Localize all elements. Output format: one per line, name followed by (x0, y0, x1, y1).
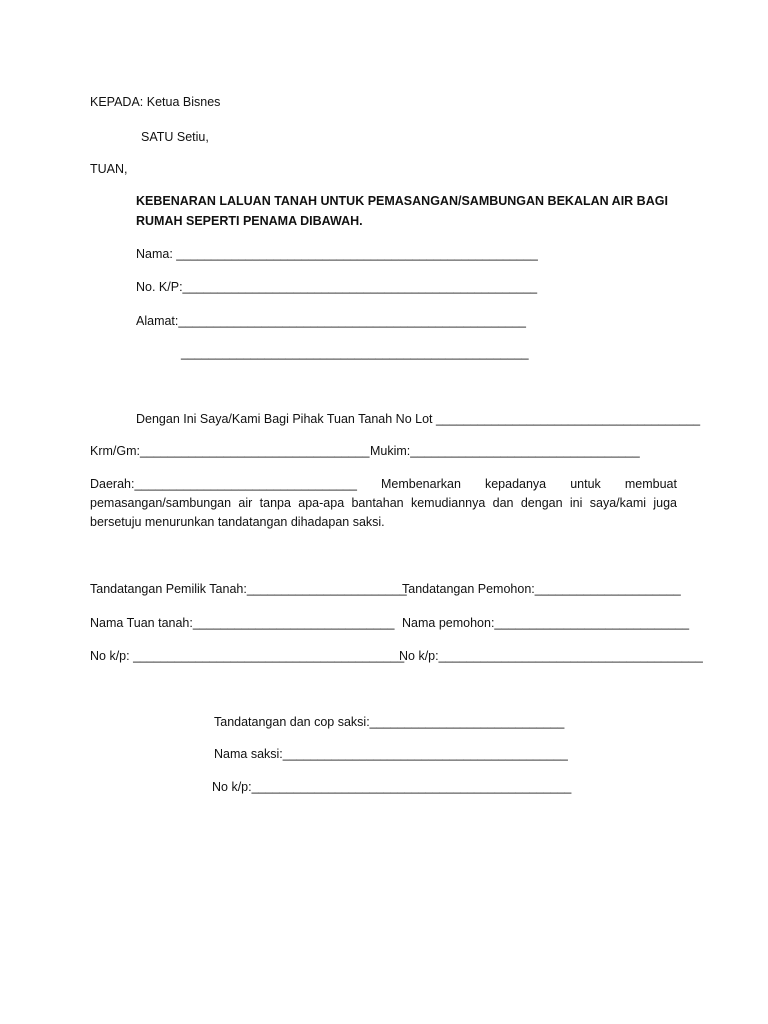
applicant-name-field: Nama pemohon:____________________________ (402, 616, 690, 630)
word-kepadanya: kepadanya (484, 477, 547, 491)
recipient-line: KEPADA: Ketua Bisnes (90, 95, 221, 109)
witness-signature-field: Tandatangan dan cop saksi:____________________________ (214, 715, 565, 729)
daerah-line (90, 476, 677, 492)
recipient-office: SATU Setiu, (141, 130, 209, 144)
witness-ic-field: No k/p:______________________________________________ (212, 780, 572, 794)
salutation: TUAN, (90, 162, 128, 176)
landowner-name-field: Nama Tuan tanah:_____________________________ (90, 616, 395, 630)
word-membenarkan: Membenarkan (381, 477, 461, 491)
alamat-field-line-2: __________________________________________________ (181, 346, 529, 360)
daerah-field: Daerah:________________________________ (90, 477, 357, 491)
consent-paragraph: pemasangan/sambungan air tanpa apa-apa bantahan kemudiannya dan dengan ini saya/kami juga bersetuju menurunkan tandatangan dihadapan saksi. (90, 496, 677, 529)
lot-statement: Dengan Ini Saya/Kami Bagi Pihak Tuan Tanah No Lot ______________________________________ (136, 412, 701, 426)
subject-line-2: RUMAH SEPERTI PENAMA DIBAWAH. (136, 214, 363, 228)
nokp-field: No. K/P:___________________________________________________ (136, 280, 538, 294)
applicant-signature-field: Tandatangan Pemohon:_____________________ (402, 582, 681, 596)
subject-line-1: KEBENARAN LALUAN TANAH UNTUK PEMASANGAN/SAMBUNGAN BEKALAN AIR BAGI (136, 194, 668, 208)
alamat-field: Alamat:__________________________________________________ (136, 314, 526, 328)
landowner-ic-field: No k/p: _______________________________________ (90, 649, 405, 663)
word-membuat: membuat (624, 477, 677, 491)
applicant-ic-field: No k/p:______________________________________ (399, 649, 703, 663)
landowner-signature-field: Tandatangan Pemilik Tanah:_______________________ (90, 582, 407, 596)
krm-field: Krm/Gm:_________________________________ (90, 444, 370, 458)
word-untuk: untuk (570, 477, 601, 491)
nama-field: Nama: ____________________________________________________ (136, 247, 538, 261)
witness-name-field: Nama saksi:_________________________________________ (214, 747, 568, 761)
mukim-field: Mukim:_________________________________ (370, 444, 640, 458)
